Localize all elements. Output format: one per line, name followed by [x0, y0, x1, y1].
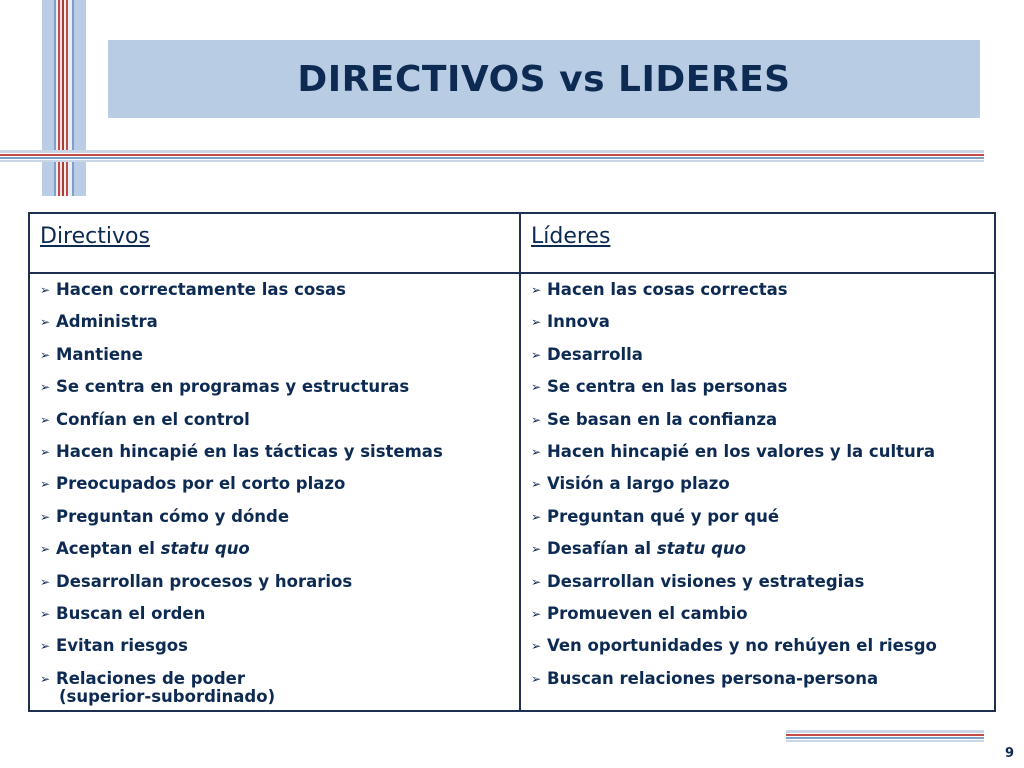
directivos-list-item: [40, 475, 519, 507]
directivos-list: [30, 274, 519, 706]
lideres-list-item: [531, 573, 994, 605]
lideres-item-text: Innova: [547, 312, 610, 332]
lideres-item-text: Se centra en las personas: [547, 377, 788, 397]
directivos-item-text: Aceptan el: [56, 539, 161, 559]
page-number: 9: [1004, 746, 1014, 761]
arrow-bullet-icon: ➢: [40, 315, 51, 330]
directivos-item-text: Evitan riesgos: [56, 636, 188, 656]
comparison-table: [28, 212, 996, 712]
lideres-list-item: [531, 475, 994, 507]
directivos-list-item: [40, 411, 519, 443]
directivos-list-item: [40, 508, 519, 540]
lideres-list-item: [531, 346, 994, 378]
directivos-item-content: [56, 573, 352, 591]
directivos-list-item: [40, 573, 519, 605]
directivos-item-content: [56, 540, 250, 558]
lideres-item-content: [547, 378, 787, 396]
directivos-item-content: [56, 508, 289, 526]
arrow-bullet-icon: ➢: [531, 380, 542, 395]
directivos-item-content: [56, 313, 158, 331]
lideres-item-content: [547, 475, 730, 493]
arrow-bullet-icon: ➢: [40, 574, 51, 589]
slide-title: DIRECTIVOS vs LIDERES: [297, 58, 791, 100]
directivos-list-item: [40, 637, 519, 669]
arrow-bullet-icon: ➢: [531, 606, 542, 621]
arrow-bullet-icon: ➢: [40, 509, 51, 524]
lideres-item-content: [547, 411, 777, 429]
directivos-list-item: [40, 378, 519, 410]
arrow-bullet-icon: ➢: [531, 283, 542, 297]
directivos-item-text: Buscan el orden: [56, 603, 206, 623]
lideres-item-content: [547, 508, 779, 526]
decorative-footer-stripes: [786, 730, 984, 742]
table-header-row: [30, 214, 994, 274]
lideres-item-content: [547, 670, 878, 688]
arrow-bullet-icon: ➢: [40, 542, 51, 557]
directivos-item-content: [56, 443, 443, 461]
directivos-item-content: [56, 281, 346, 299]
directivos-item-continuation: (superior-subordinado): [59, 686, 276, 706]
lideres-column: [521, 274, 994, 712]
lideres-item-text: Visión a largo plazo: [547, 474, 730, 494]
lideres-item-content: [547, 346, 643, 364]
arrow-bullet-icon: ➢: [531, 671, 542, 686]
directivos-list-item: [40, 605, 519, 637]
directivos-item-text: Preguntan cómo y dónde: [56, 506, 290, 526]
lideres-list-item: [531, 443, 994, 475]
lideres-list-item: [531, 605, 994, 637]
header-lideres: Líderes: [531, 224, 611, 249]
arrow-bullet-icon: ➢: [40, 412, 51, 427]
arrow-bullet-icon: ➢: [531, 639, 542, 654]
lideres-list-item: [531, 281, 994, 313]
arrow-bullet-icon: ➢: [40, 671, 51, 686]
directivos-item-content: [56, 475, 345, 493]
table-body-row: [30, 274, 994, 712]
directivos-item-content: [56, 637, 188, 655]
lideres-item-text: Desafían al: [547, 539, 657, 559]
lideres-item-content: [547, 313, 610, 331]
arrow-bullet-icon: ➢: [531, 412, 542, 427]
lideres-list-item: [531, 670, 994, 702]
lideres-list: [521, 274, 994, 702]
arrow-bullet-icon: ➢: [40, 639, 51, 654]
directivos-item-content: [56, 605, 205, 623]
lideres-item-text: Desarrolla: [547, 344, 643, 364]
lideres-item-text: Ven oportunidades y no rehúyen el riesgo: [547, 636, 937, 656]
arrow-bullet-icon: ➢: [531, 477, 542, 492]
directivos-item-content: [56, 378, 409, 396]
directivos-item-text: Relaciones de poder: [56, 668, 245, 688]
lideres-item-content: [547, 443, 935, 461]
lideres-item-content: [547, 540, 746, 558]
lideres-item-italic-text: statu quo: [656, 539, 746, 559]
directivos-item-text: Hacen hincapié en las tácticas y sistemas: [56, 441, 443, 461]
decorative-vertical-stripes: [42, 0, 86, 196]
lideres-item-text: Hacen las cosas correctas: [547, 280, 788, 299]
lideres-list-item: [531, 411, 994, 443]
arrow-bullet-icon: ➢: [40, 380, 51, 395]
directivos-item-text: Hacen correctamente las cosas: [56, 280, 346, 299]
directivos-list-item: [40, 313, 519, 345]
directivos-item-text: Mantiene: [56, 344, 143, 364]
lideres-item-content: [547, 281, 788, 299]
arrow-bullet-icon: ➢: [40, 283, 51, 297]
decorative-horizontal-stripes: [0, 150, 984, 162]
lideres-list-item: [531, 313, 994, 345]
arrow-bullet-icon: ➢: [531, 347, 542, 362]
lideres-list-item: [531, 637, 994, 669]
lideres-list-item: [531, 378, 994, 410]
lideres-item-content: [547, 573, 864, 591]
directivos-list-item: [40, 443, 519, 475]
header-directivos: Directivos: [30, 214, 521, 272]
arrow-bullet-icon: ➢: [40, 444, 51, 459]
title-banner: [108, 40, 980, 118]
directivos-item-content: [56, 346, 143, 364]
lideres-item-text: Desarrollan visiones y estrategias: [547, 571, 865, 591]
directivos-item-content: [56, 670, 275, 706]
directivos-item-text: Se centra en programas y estructuras: [56, 377, 410, 397]
lideres-list-item: [531, 508, 994, 540]
directivos-list-item: [40, 540, 519, 572]
arrow-bullet-icon: ➢: [40, 477, 51, 492]
arrow-bullet-icon: ➢: [531, 574, 542, 589]
directivos-list-item: [40, 346, 519, 378]
directivos-item-content: [56, 411, 250, 429]
lideres-list-item: [531, 540, 994, 572]
directivos-item-text: Desarrollan procesos y horarios: [56, 571, 353, 591]
directivos-item-text: Preocupados por el corto plazo: [56, 474, 346, 494]
lideres-item-text: Buscan relaciones persona-persona: [547, 668, 879, 688]
arrow-bullet-icon: ➢: [40, 347, 51, 362]
lideres-item-content: [547, 605, 748, 623]
arrow-bullet-icon: ➢: [531, 509, 542, 524]
directivos-item-text: Administra: [56, 312, 158, 332]
lideres-item-text: Promueven el cambio: [547, 603, 748, 623]
directivos-item-italic-text: statu quo: [160, 539, 250, 559]
lideres-item-text: Preguntan qué y por qué: [547, 506, 780, 526]
directivos-column: [30, 274, 521, 712]
arrow-bullet-icon: ➢: [531, 444, 542, 459]
arrow-bullet-icon: ➢: [40, 606, 51, 621]
directivos-list-item: [40, 281, 519, 313]
directivos-item-text: Confían en el control: [56, 409, 250, 429]
lideres-item-content: [547, 637, 937, 655]
arrow-bullet-icon: ➢: [531, 542, 542, 557]
arrow-bullet-icon: ➢: [531, 315, 542, 330]
directivos-list-item: [40, 668, 519, 706]
lideres-item-text: Hacen hincapié en los valores y la cultura: [547, 441, 936, 461]
lideres-item-text: Se basan en la confianza: [547, 409, 778, 429]
